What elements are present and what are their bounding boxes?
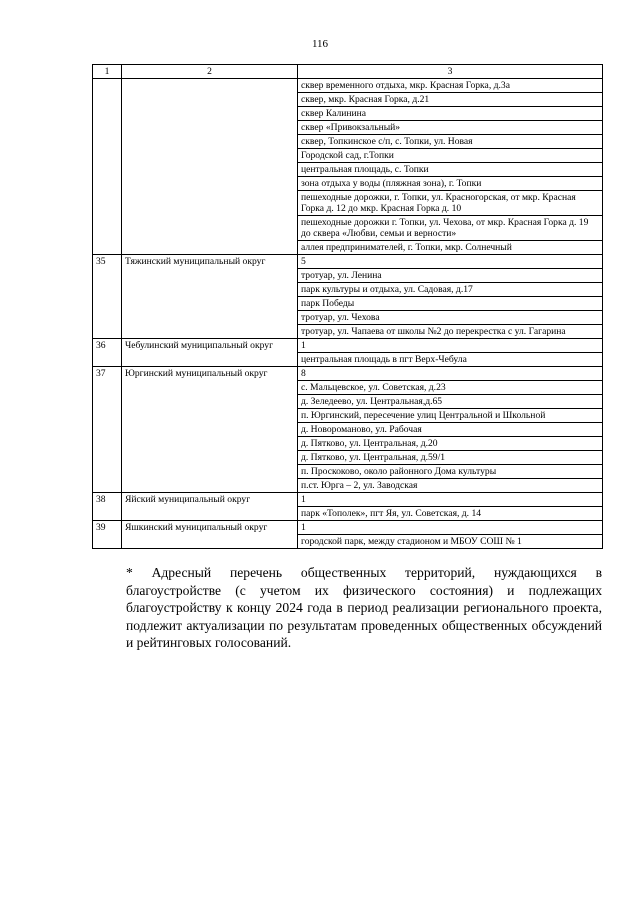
territory-cell: парк культуры и отдыха, ул. Садовая, д.17 <box>298 283 603 297</box>
territory-count-cell: 1 <box>298 339 603 353</box>
page-number: 116 <box>311 38 329 50</box>
territory-cell: сквер временного отдыха, мкр. Красная Горка, д.3а <box>298 79 603 93</box>
table-row <box>93 339 603 353</box>
territory-cell: д. Новороманово, ул. Рабочая <box>298 423 603 437</box>
territory-cell: аллея предпринимателей, г. Топки, мкр. Солнечный <box>298 241 603 255</box>
footnote: * Адресный перечень общественных территорий, нуждающихся в благоустройстве (с учетом их физического состояния) и подлежащих благоустройству к концу 2024 года в период реализации регионального проекта, подлежит актуализации по результатам проведенных общественных обсуждений и рейтинговых голосований. <box>126 565 602 650</box>
territory-cell: сквер «Привокзальный» <box>298 121 603 135</box>
territory-cell: д. Пятково, ул. Центральная, д.20 <box>298 437 603 451</box>
territory-cell: тротуар, ул. Чапаева от школы №2 до перекрестка с ул. Гагарина <box>298 325 603 339</box>
district-name-cell <box>122 79 298 255</box>
row-number-cell: 38 <box>93 493 122 521</box>
table-row <box>93 79 603 93</box>
territory-cell: с. Мальцевское, ул. Советская, д.23 <box>298 381 603 395</box>
table-header-row <box>93 65 603 79</box>
territory-count-cell: 1 <box>298 493 603 507</box>
territory-cell: д. Зеледеево, ул. Центральная,д.65 <box>298 395 603 409</box>
territory-cell: парк Победы <box>298 297 603 311</box>
territory-cell: парк «Тополек», пгт Яя, ул. Советская, д. 14 <box>298 507 603 521</box>
territory-cell: зона отдыха у воды (пляжная зона), г. Топки <box>298 177 603 191</box>
row-number-cell <box>93 79 122 255</box>
row-number-cell: 39 <box>93 521 122 549</box>
territory-count-cell: 5 <box>298 255 603 269</box>
territory-cell: Городской сад, г.Топки <box>298 149 603 163</box>
territory-count-cell: 1 <box>298 521 603 535</box>
territory-cell: п.ст. Юрга – 2, ул. Заводская <box>298 479 603 493</box>
row-number-cell: 36 <box>93 339 122 367</box>
territory-count-cell: 8 <box>298 367 603 381</box>
territory-cell: сквер, Топкинское с/п, с. Топки, ул. Новая <box>298 135 603 149</box>
table-row <box>93 255 603 269</box>
table-body <box>93 79 603 549</box>
row-number-cell: 37 <box>93 367 122 493</box>
territory-cell: п. Проскоково, около районного Дома культуры <box>298 465 603 479</box>
territory-cell: п. Юргинский, пересечение улиц Центральной и Школьной <box>298 409 603 423</box>
territory-cell: центральная площадь, с. Топки <box>298 163 603 177</box>
district-name-cell: Яшкинский муниципальный округ <box>122 521 298 549</box>
territory-cell: тротуар, ул. Ленина <box>298 269 603 283</box>
header-col-3: 3 <box>298 65 603 79</box>
district-name-cell: Юргинский муниципальный округ <box>122 367 298 493</box>
table-row <box>93 367 603 381</box>
territory-cell: тротуар, ул. Чехова <box>298 311 603 325</box>
row-number-cell: 35 <box>93 255 122 339</box>
territory-cell: пешеходные дорожки г. Топки, ул. Чехова, от мкр. Красная Горка д. 19 до сквера «Любви, семьи и верности» <box>298 216 603 241</box>
table-row <box>93 521 603 535</box>
territory-cell: центральная площадь в пгт Верх-Чебула <box>298 353 603 367</box>
district-name-cell: Тяжинский муниципальный округ <box>122 255 298 339</box>
header-col-1: 1 <box>93 65 122 79</box>
district-name-cell: Яйский муниципальный округ <box>122 493 298 521</box>
territories-table <box>92 64 603 549</box>
header-col-2: 2 <box>122 65 298 79</box>
territory-cell: городской парк, между стадионом и МБОУ СОШ № 1 <box>298 535 603 549</box>
territory-cell: сквер, мкр. Красная Горка, д.21 <box>298 93 603 107</box>
territory-cell: сквер Калинина <box>298 107 603 121</box>
table-row <box>93 493 603 507</box>
district-name-cell: Чебулинский муниципальный округ <box>122 339 298 367</box>
territory-cell: д. Пятково, ул. Центральная, д.59/1 <box>298 451 603 465</box>
territory-cell: пешеходные дорожки, г. Топки, ул. Красногорская, от мкр. Красная Горка д. 12 до мкр. Красная Горка д. 10 <box>298 191 603 216</box>
